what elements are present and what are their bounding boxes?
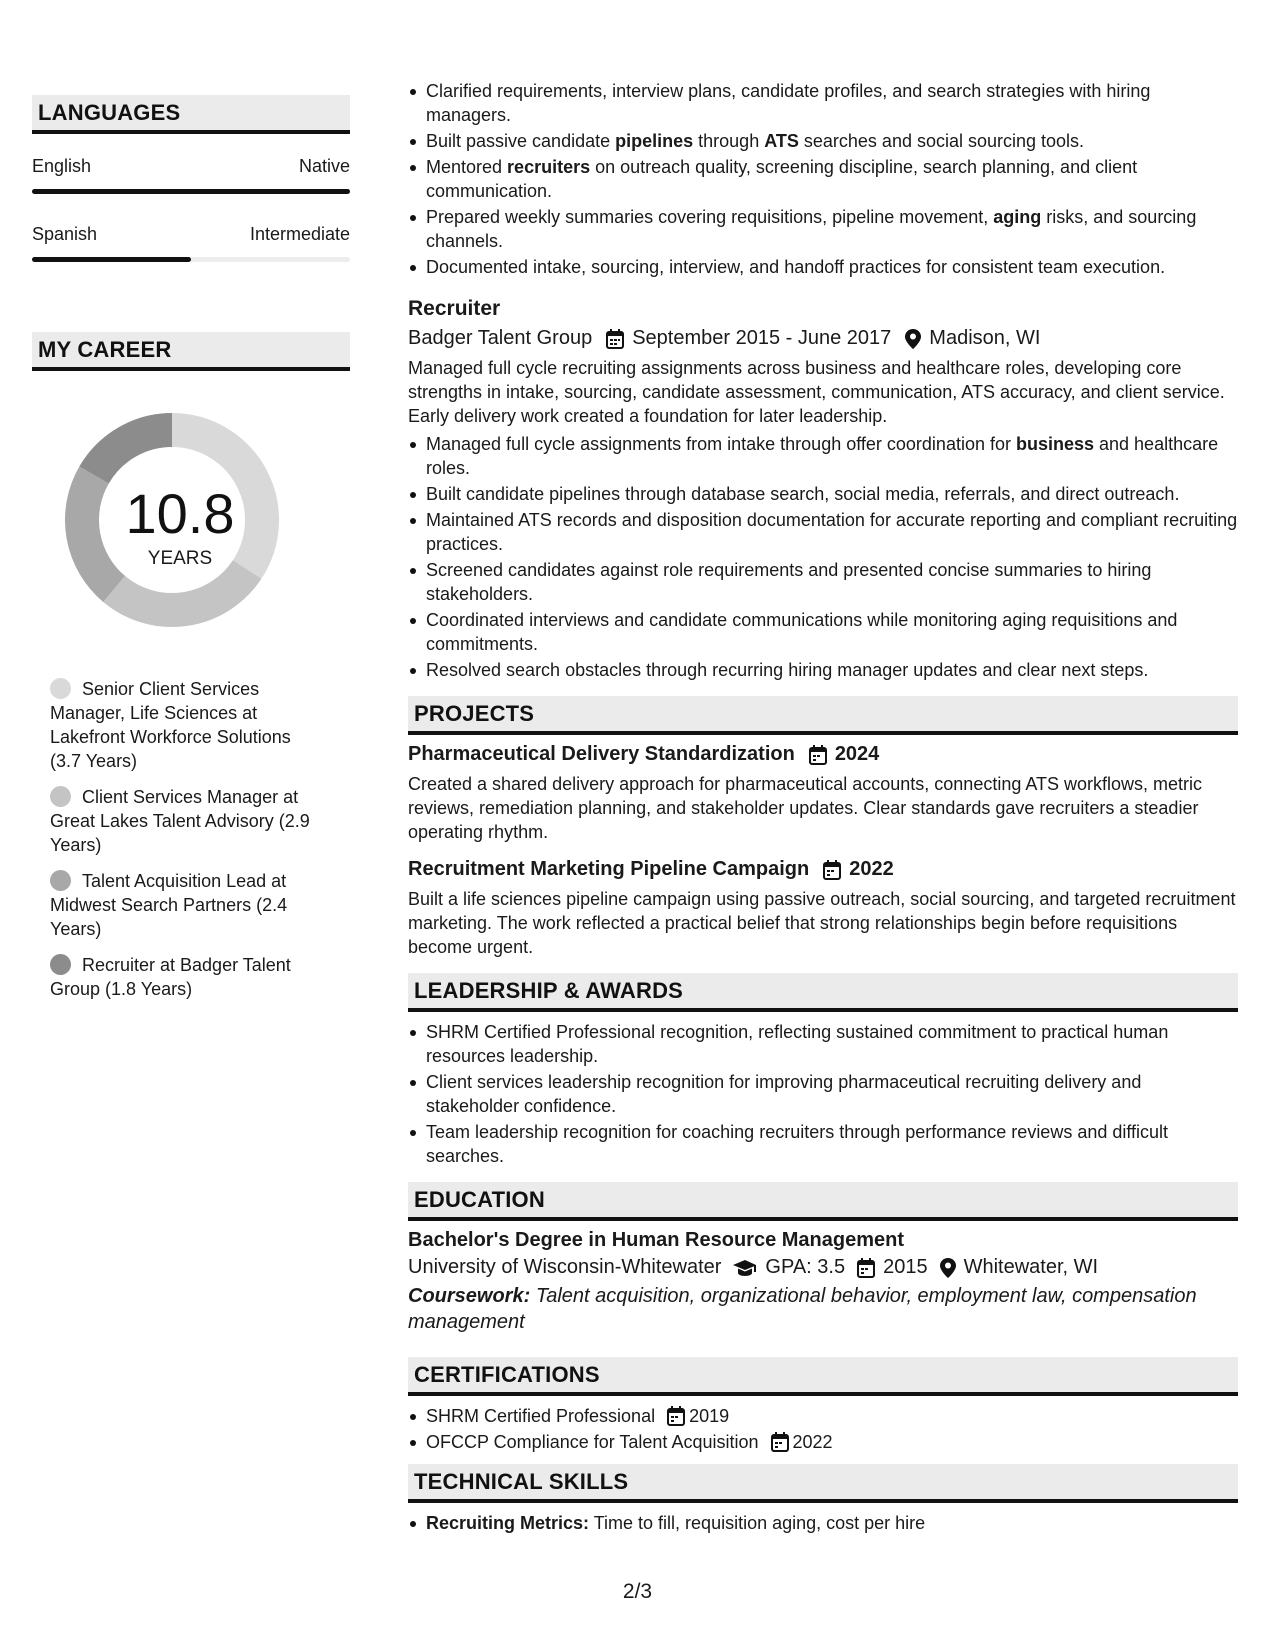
award-item: Client services leadership recognition for improving pharmaceutical recruiting delivery and stakeholder confidence.	[408, 1070, 1238, 1118]
language-bar	[32, 189, 350, 194]
previous-job-bullets	[408, 79, 1238, 279]
project-description: Created a shared delivery approach for pharmaceutical accounts, connecting ATS workflows, metric reviews, remediation planning, and stakeholder updates. Clear standards gave recruiters a steadier operating rhythm.	[408, 774, 1203, 842]
project-year: 2024	[834, 743, 880, 765]
bold-keyword: recruiters	[507, 157, 591, 177]
calendar-icon	[857, 1258, 875, 1278]
project-title	[408, 858, 1238, 881]
gpa: GPA: 3.5	[765, 1256, 846, 1278]
legend-label: Talent Acquisition Lead at Midwest Search Partners (2.4 Years)	[50, 871, 288, 939]
school-name: University of Wisconsin-Whitewater	[408, 1256, 722, 1278]
job-dates: September 2015 - June 2017	[632, 327, 892, 349]
legend-dot	[50, 678, 71, 699]
bold-keyword: aging	[993, 207, 1042, 227]
coursework-text: Talent acquisition, organizational behavior, employment law, compensation management	[408, 1285, 1197, 1333]
language-level: Native	[298, 156, 350, 176]
bullet-item: Documented intake, sourcing, interview, and handoff practices for consistent team execution.	[408, 255, 1238, 279]
project-title	[408, 743, 1238, 766]
certification-year: 2022	[792, 1432, 833, 1452]
legend-dot	[50, 954, 71, 975]
skill-value: Time to fill, requisition aging, cost per hire	[589, 1513, 926, 1533]
project-year: 2022	[849, 858, 894, 880]
certification-name: OFCCP Compliance for Talent Acquisition	[426, 1432, 759, 1452]
bullet-item: Built passive candidate pipelines through ATS searches and social sourcing tools.	[408, 129, 1238, 153]
languages-list	[32, 134, 350, 262]
language-row	[32, 134, 350, 177]
skills-heading: TECHNICAL SKILLS	[408, 1464, 1238, 1503]
degree-title: Bachelor's Degree in Human Resource Management	[408, 1229, 905, 1251]
bullet-item: Mentored recruiters on outreach quality, screening discipline, search planning, and client communication.	[408, 155, 1238, 203]
calendar-icon	[771, 1432, 789, 1452]
bullet-item: Coordinated interviews and candidate communications while monitoring aging requisitions and commitments.	[408, 608, 1238, 656]
career-legend	[50, 677, 320, 1001]
certification-item	[408, 1404, 1238, 1428]
legend-item	[50, 677, 320, 773]
job-description: Managed full cycle recruiting assignments across business and healthcare roles, developing core strengths in intake, sourcing, candidate assessment, communication, ATS accuracy, and client service. Early delivery work created a foundation for later leadership.	[408, 358, 1225, 426]
bullet-item: Managed full cycle assignments from intake through offer coordination for business and healthcare roles.	[408, 432, 1238, 480]
language-row	[32, 194, 350, 245]
language-level: Intermediate	[249, 224, 350, 244]
coursework-label: Coursework:	[408, 1285, 531, 1307]
certifications-list	[408, 1404, 1238, 1454]
leadership-heading: LEADERSHIP & AWARDS	[408, 973, 1238, 1012]
legend-label: Client Services Manager at Great Lakes Talent Advisory (2.9 Years)	[50, 787, 310, 855]
skills-list	[408, 1511, 1238, 1535]
calendar-icon	[823, 860, 841, 880]
language-bar-fill	[32, 189, 350, 194]
project-name: Recruitment Marketing Pipeline Campaign	[408, 858, 810, 880]
job-meta	[408, 327, 1238, 350]
job-title: Recruiter	[408, 297, 501, 320]
bullet-item: Prepared weekly summaries covering requisitions, pipeline movement, aging risks, and sourcing channels.	[408, 205, 1238, 253]
graduation-cap-icon	[733, 1259, 757, 1277]
skill-label: Recruiting Metrics:	[426, 1513, 590, 1533]
calendar-icon	[606, 329, 624, 349]
career-total-value: 10.8	[125, 482, 235, 545]
leadership-list	[408, 1020, 1238, 1168]
language-name: Spanish	[32, 224, 98, 244]
projects-heading: PROJECTS	[408, 696, 1238, 735]
calendar-icon	[809, 745, 827, 765]
project-description: Built a life sciences pipeline campaign using passive outreach, social sourcing, and targeted recruitment marketing. The work reflected a practical belief that strong relationships begin before requisitions become urgent.	[408, 889, 1236, 957]
certification-year: 2019	[689, 1406, 730, 1426]
bold-keyword: business	[1015, 434, 1095, 454]
bold-keyword: pipelines	[615, 131, 694, 151]
language-name: English	[32, 156, 92, 176]
languages-heading: LANGUAGES	[32, 95, 350, 134]
legend-item	[50, 785, 320, 857]
location-pin-icon	[940, 1258, 956, 1278]
projects-list	[408, 743, 1238, 959]
bullet-item: Maintained ATS records and disposition documentation for accurate reporting and compliant recruiting practices.	[408, 508, 1238, 556]
bullet-item: Resolved search obstacles through recurring hiring manager updates and clear next steps.	[408, 658, 1238, 682]
bullet-item: Clarified requirements, interview plans, candidate profiles, and search strategies with hiring managers.	[408, 79, 1238, 127]
language-bar-fill	[32, 257, 191, 262]
graduation-year: 2015	[883, 1256, 928, 1278]
bullet-item: Screened candidates against role requirements and presented concise summaries to hiring stakeholders.	[408, 558, 1238, 606]
bold-keyword: ATS	[764, 131, 799, 151]
main-content	[408, 79, 1238, 1537]
page-number: 2/3	[622, 1580, 653, 1603]
sidebar	[32, 95, 350, 1013]
career-heading: MY CAREER	[32, 332, 350, 371]
legend-label: Recruiter at Badger Talent Group (1.8 Years)	[50, 955, 291, 999]
award-item: SHRM Certified Professional recognition, reflecting sustained commitment to practical human resources leadership.	[408, 1020, 1238, 1068]
legend-item	[50, 953, 320, 1001]
job-bullets	[408, 432, 1238, 682]
certification-item	[408, 1430, 1238, 1454]
career-donut-chart	[65, 413, 295, 643]
education-meta	[408, 1256, 1238, 1279]
donut-center	[65, 413, 295, 643]
education-location: Whitewater, WI	[963, 1256, 1099, 1278]
bullet-item: Built candidate pipelines through database search, social media, referrals, and direct outreach.	[408, 482, 1238, 506]
job-company: Badger Talent Group	[408, 327, 593, 349]
job-location: Madison, WI	[929, 327, 1041, 349]
career-total-unit: YEARS	[147, 548, 213, 569]
certification-row	[426, 1404, 1238, 1428]
certification-row	[426, 1430, 1238, 1454]
legend-dot	[50, 786, 71, 807]
language-bar	[32, 257, 350, 262]
legend-label: Senior Client Services Manager, Life Sciences at Lakefront Workforce Solutions (3.7 Years)	[50, 679, 291, 771]
calendar-icon	[667, 1406, 685, 1426]
award-item: Team leadership recognition for coaching recruiters through performance reviews and difficult searches.	[408, 1120, 1238, 1168]
legend-dot	[50, 870, 71, 891]
coursework	[408, 1283, 1238, 1335]
education-heading: EDUCATION	[408, 1182, 1238, 1221]
certifications-heading: CERTIFICATIONS	[408, 1357, 1238, 1396]
certification-name: SHRM Certified Professional	[426, 1406, 656, 1426]
project-name: Pharmaceutical Delivery Standardization	[408, 743, 795, 765]
skill-item	[408, 1511, 1238, 1535]
location-pin-icon	[905, 329, 921, 349]
legend-item	[50, 869, 320, 941]
